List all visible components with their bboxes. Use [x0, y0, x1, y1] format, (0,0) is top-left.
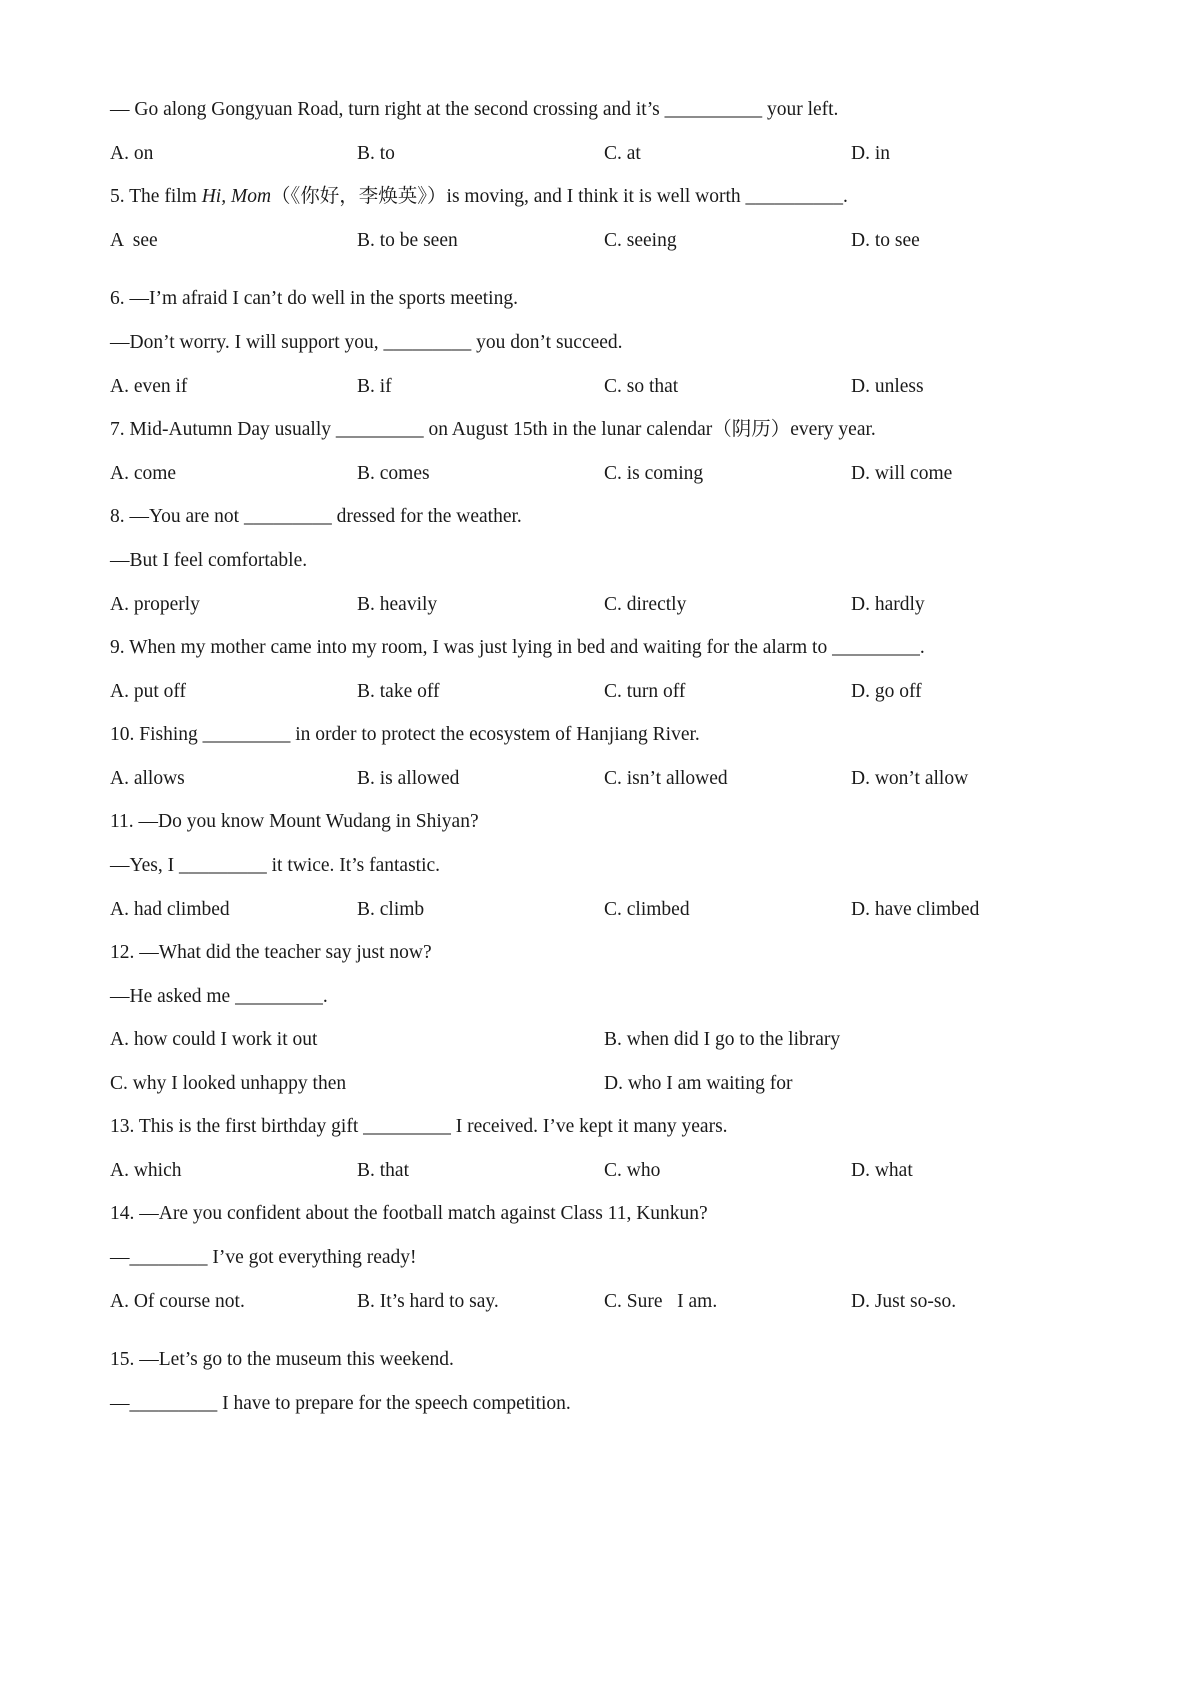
- option-a: A. come: [110, 463, 177, 484]
- option-b: B. take off: [357, 681, 440, 702]
- option-d: D. who I am waiting for: [604, 1073, 793, 1094]
- question-9-options: [110, 680, 1070, 704]
- option-d: D. go off: [851, 681, 922, 702]
- question-4-options: [110, 142, 1070, 166]
- question-5-stem-end: （《你好，李焕英》）is moving, and I think it is well worth __________.: [271, 186, 848, 207]
- question-5-stem-start: 5. The film: [110, 186, 202, 207]
- option-b: B. to: [357, 143, 395, 164]
- question-11-options: [110, 898, 1070, 922]
- question-5-options: [110, 229, 1070, 253]
- option-c: C. Sure I am.: [604, 1291, 718, 1312]
- question-8-reply: —But I feel comfortable.: [110, 550, 308, 571]
- option-b: B. that: [357, 1160, 409, 1181]
- option-b: B. is allowed: [357, 768, 460, 789]
- option-c: C. turn off: [604, 681, 686, 702]
- option-d: D. Just so-so.: [851, 1291, 957, 1312]
- question-6-reply: —Don’t worry. I will support you, _________ you don’t succeed.: [110, 332, 623, 353]
- option-a: A. how could I work it out: [110, 1029, 318, 1050]
- question-12-options-row-2: [110, 1072, 1070, 1096]
- question-9-stem: 9. When my mother came into my room, I was just lying in bed and waiting for the alarm to _________.: [110, 637, 925, 658]
- option-a: A. allows: [110, 768, 185, 789]
- question-8-options: [110, 593, 1070, 617]
- option-a: A see: [110, 230, 158, 251]
- option-a: A. had climbed: [110, 899, 230, 920]
- option-b: B. climb: [357, 899, 425, 920]
- question-12-reply: —He asked me _________.: [110, 986, 328, 1007]
- question-6-stem: 6. —I’m afraid I can’t do well in the sports meeting.: [110, 288, 518, 309]
- option-d: D. unless: [851, 376, 924, 397]
- option-b: B. comes: [357, 463, 430, 484]
- question-10-stem: 10. Fishing _________ in order to protect the ecosystem of Hanjiang River.: [110, 724, 700, 745]
- option-c: C. why I looked unhappy then: [110, 1073, 347, 1094]
- option-c: C. at: [604, 143, 641, 164]
- question-11-reply: —Yes, I _________ it twice. It’s fantastic.: [110, 855, 441, 876]
- question-7-stem: 7. Mid-Autumn Day usually _________ on August 15th in the lunar calendar（阴历）every year.: [110, 419, 876, 440]
- question-15-stem: 15. —Let’s go to the museum this weekend.: [110, 1349, 454, 1370]
- question-12-stem: 12. —What did the teacher say just now?: [110, 942, 432, 963]
- question-4-stem: — Go along Gongyuan Road, turn right at the second crossing and it’s __________ your left.: [110, 99, 839, 120]
- option-d: D. have climbed: [851, 899, 980, 920]
- option-b: B. heavily: [357, 594, 438, 615]
- option-c: C. climbed: [604, 899, 690, 920]
- question-7-options: [110, 462, 1070, 486]
- film-title: Hi, Mom: [201, 186, 272, 207]
- question-11-stem: 11. —Do you know Mount Wudang in Shiyan?: [110, 811, 479, 832]
- option-a: A. even if: [110, 376, 188, 397]
- option-d: D. in: [851, 143, 890, 164]
- option-d: D. will come: [851, 463, 953, 484]
- option-a: A. on: [110, 143, 154, 164]
- option-c: C. so that: [604, 376, 679, 397]
- question-15-reply: —_________ I have to prepare for the speech competition.: [110, 1393, 571, 1414]
- option-d: D. what: [851, 1160, 913, 1181]
- option-a: A. put off: [110, 681, 187, 702]
- question-13-stem: 13. This is the first birthday gift _________ I received. I’ve kept it many years.: [110, 1116, 728, 1137]
- question-8-stem: 8. —You are not _________ dressed for the weather.: [110, 506, 522, 527]
- question-14-reply: —________ I’ve got everything ready!: [110, 1247, 417, 1268]
- option-b: B. if: [357, 376, 392, 397]
- option-a: A. Of course not.: [110, 1291, 245, 1312]
- option-d: D. to see: [851, 230, 920, 251]
- option-c: C. directly: [604, 594, 687, 615]
- option-c: C. isn’t allowed: [604, 768, 728, 789]
- option-c: C. seeing: [604, 230, 677, 251]
- option-d: D. won’t allow: [851, 768, 969, 789]
- option-b: B. to be seen: [357, 230, 458, 251]
- option-c: C. who: [604, 1160, 661, 1181]
- question-5-stem: [110, 185, 848, 209]
- question-14-stem: 14. —Are you confident about the football match against Class 11, Kunkun?: [110, 1203, 708, 1224]
- option-b: B. when did I go to the library: [604, 1029, 841, 1050]
- option-a: A. properly: [110, 594, 200, 615]
- question-6-options: [110, 375, 1070, 399]
- option-c: C. is coming: [604, 463, 704, 484]
- option-a: A. which: [110, 1160, 182, 1181]
- question-14-options: [110, 1290, 1070, 1314]
- question-12-options-row-1: [110, 1028, 1070, 1052]
- question-13-options: [110, 1159, 1070, 1183]
- option-b: B. It’s hard to say.: [357, 1291, 499, 1312]
- question-10-options: [110, 767, 1070, 791]
- option-d: D. hardly: [851, 594, 925, 615]
